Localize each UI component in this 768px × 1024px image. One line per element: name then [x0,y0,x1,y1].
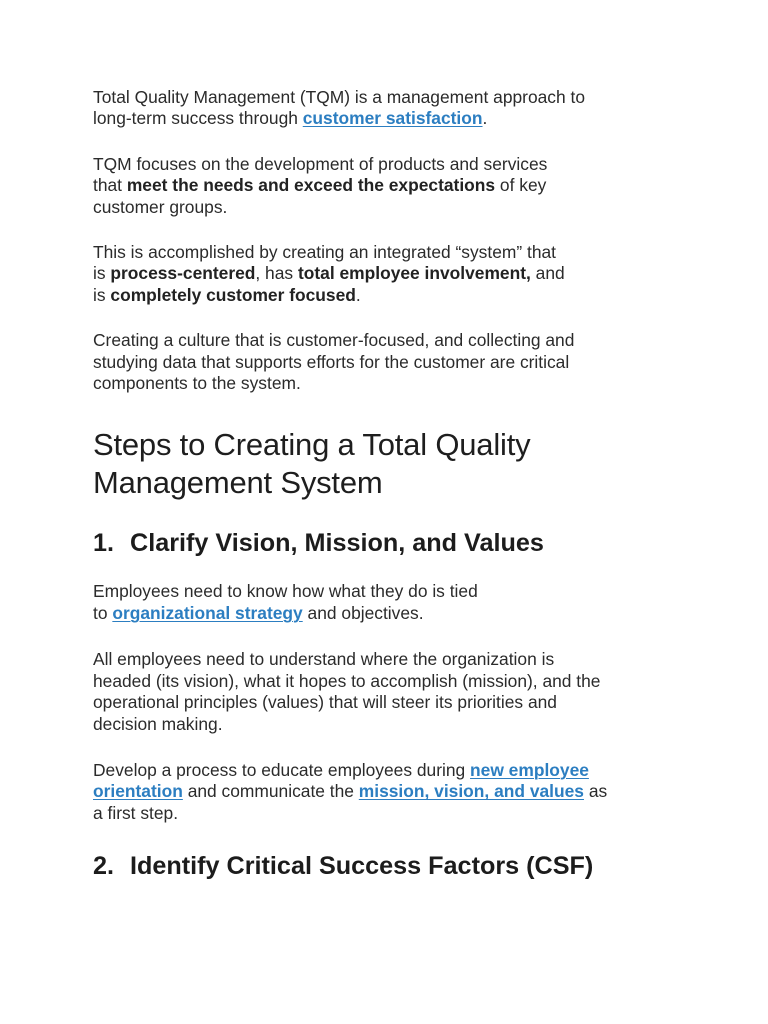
text: Employees need to know how what they do is tied [93,581,478,602]
customer-satisfaction-link[interactable]: customer satisfaction [302,108,483,129]
bold-text: total employee involvement, [297,263,531,284]
bold-text: process-centered [110,263,256,284]
heading-line: Steps to Creating a Total Quality [93,427,531,463]
text: All employees need to understand where the organization is [93,649,555,670]
intro-paragraph [93,87,693,130]
text: that [93,175,127,196]
mission-vision-values-link[interactable]: mission, vision, and values [358,781,584,802]
heading-line: Management System [93,464,383,500]
strategy-paragraph [93,581,693,624]
text: a first step. [93,802,179,823]
text: to [93,602,113,623]
text: long-term success through [93,108,303,129]
text: components to the system. [93,373,301,394]
text: of key [495,175,547,196]
text: customer groups. [93,196,228,217]
text: Develop a process to educate employees during [93,759,471,780]
link-text[interactable]: orientation [93,781,183,802]
text: and [530,263,565,284]
text: , has [255,263,298,284]
text: Total Quality Management (TQM) is a management approach to [93,87,585,107]
article-body [93,87,693,882]
orientation-paragraph [93,760,693,824]
text: operational principles (values) that will steer its priorities and [93,692,557,713]
text: and communicate the [182,781,359,802]
text: Creating a culture that is customer-focused, and collecting and [93,330,575,351]
step-number: 2. [93,852,115,881]
step-title: Identify Critical Success Factors (CSF) [130,852,594,881]
text: and objectives. [302,602,424,623]
system-paragraph [93,242,693,306]
text: as [583,781,608,802]
step-title: Clarify Vision, Mission, and Values [130,529,544,558]
text: is [93,263,111,284]
text: headed (its vision), what it hopes to accomplish (mission), and the [93,670,601,691]
text: . [355,284,361,305]
step-1-heading [93,528,693,559]
step-2-heading [93,851,693,882]
organizational-strategy-link[interactable]: organizational strategy [112,602,303,623]
text: TQM focuses on the development of products and services [93,153,548,174]
vision-paragraph [93,649,693,735]
link-text[interactable]: new employee [470,759,589,780]
text: studying data that supports efforts for the customer are critical [93,351,570,372]
step-number: 1. [93,529,115,558]
culture-paragraph [93,330,693,394]
section-heading [93,426,693,501]
bold-text: meet the needs and exceed the expectations [126,175,496,196]
bold-text: completely customer focused [110,284,356,305]
text: This is accomplished by creating an integrated “system” that [93,242,556,263]
tqm-focus-paragraph [93,154,693,218]
text: is [93,284,111,305]
text: . [482,108,488,129]
text: decision making. [93,713,223,734]
